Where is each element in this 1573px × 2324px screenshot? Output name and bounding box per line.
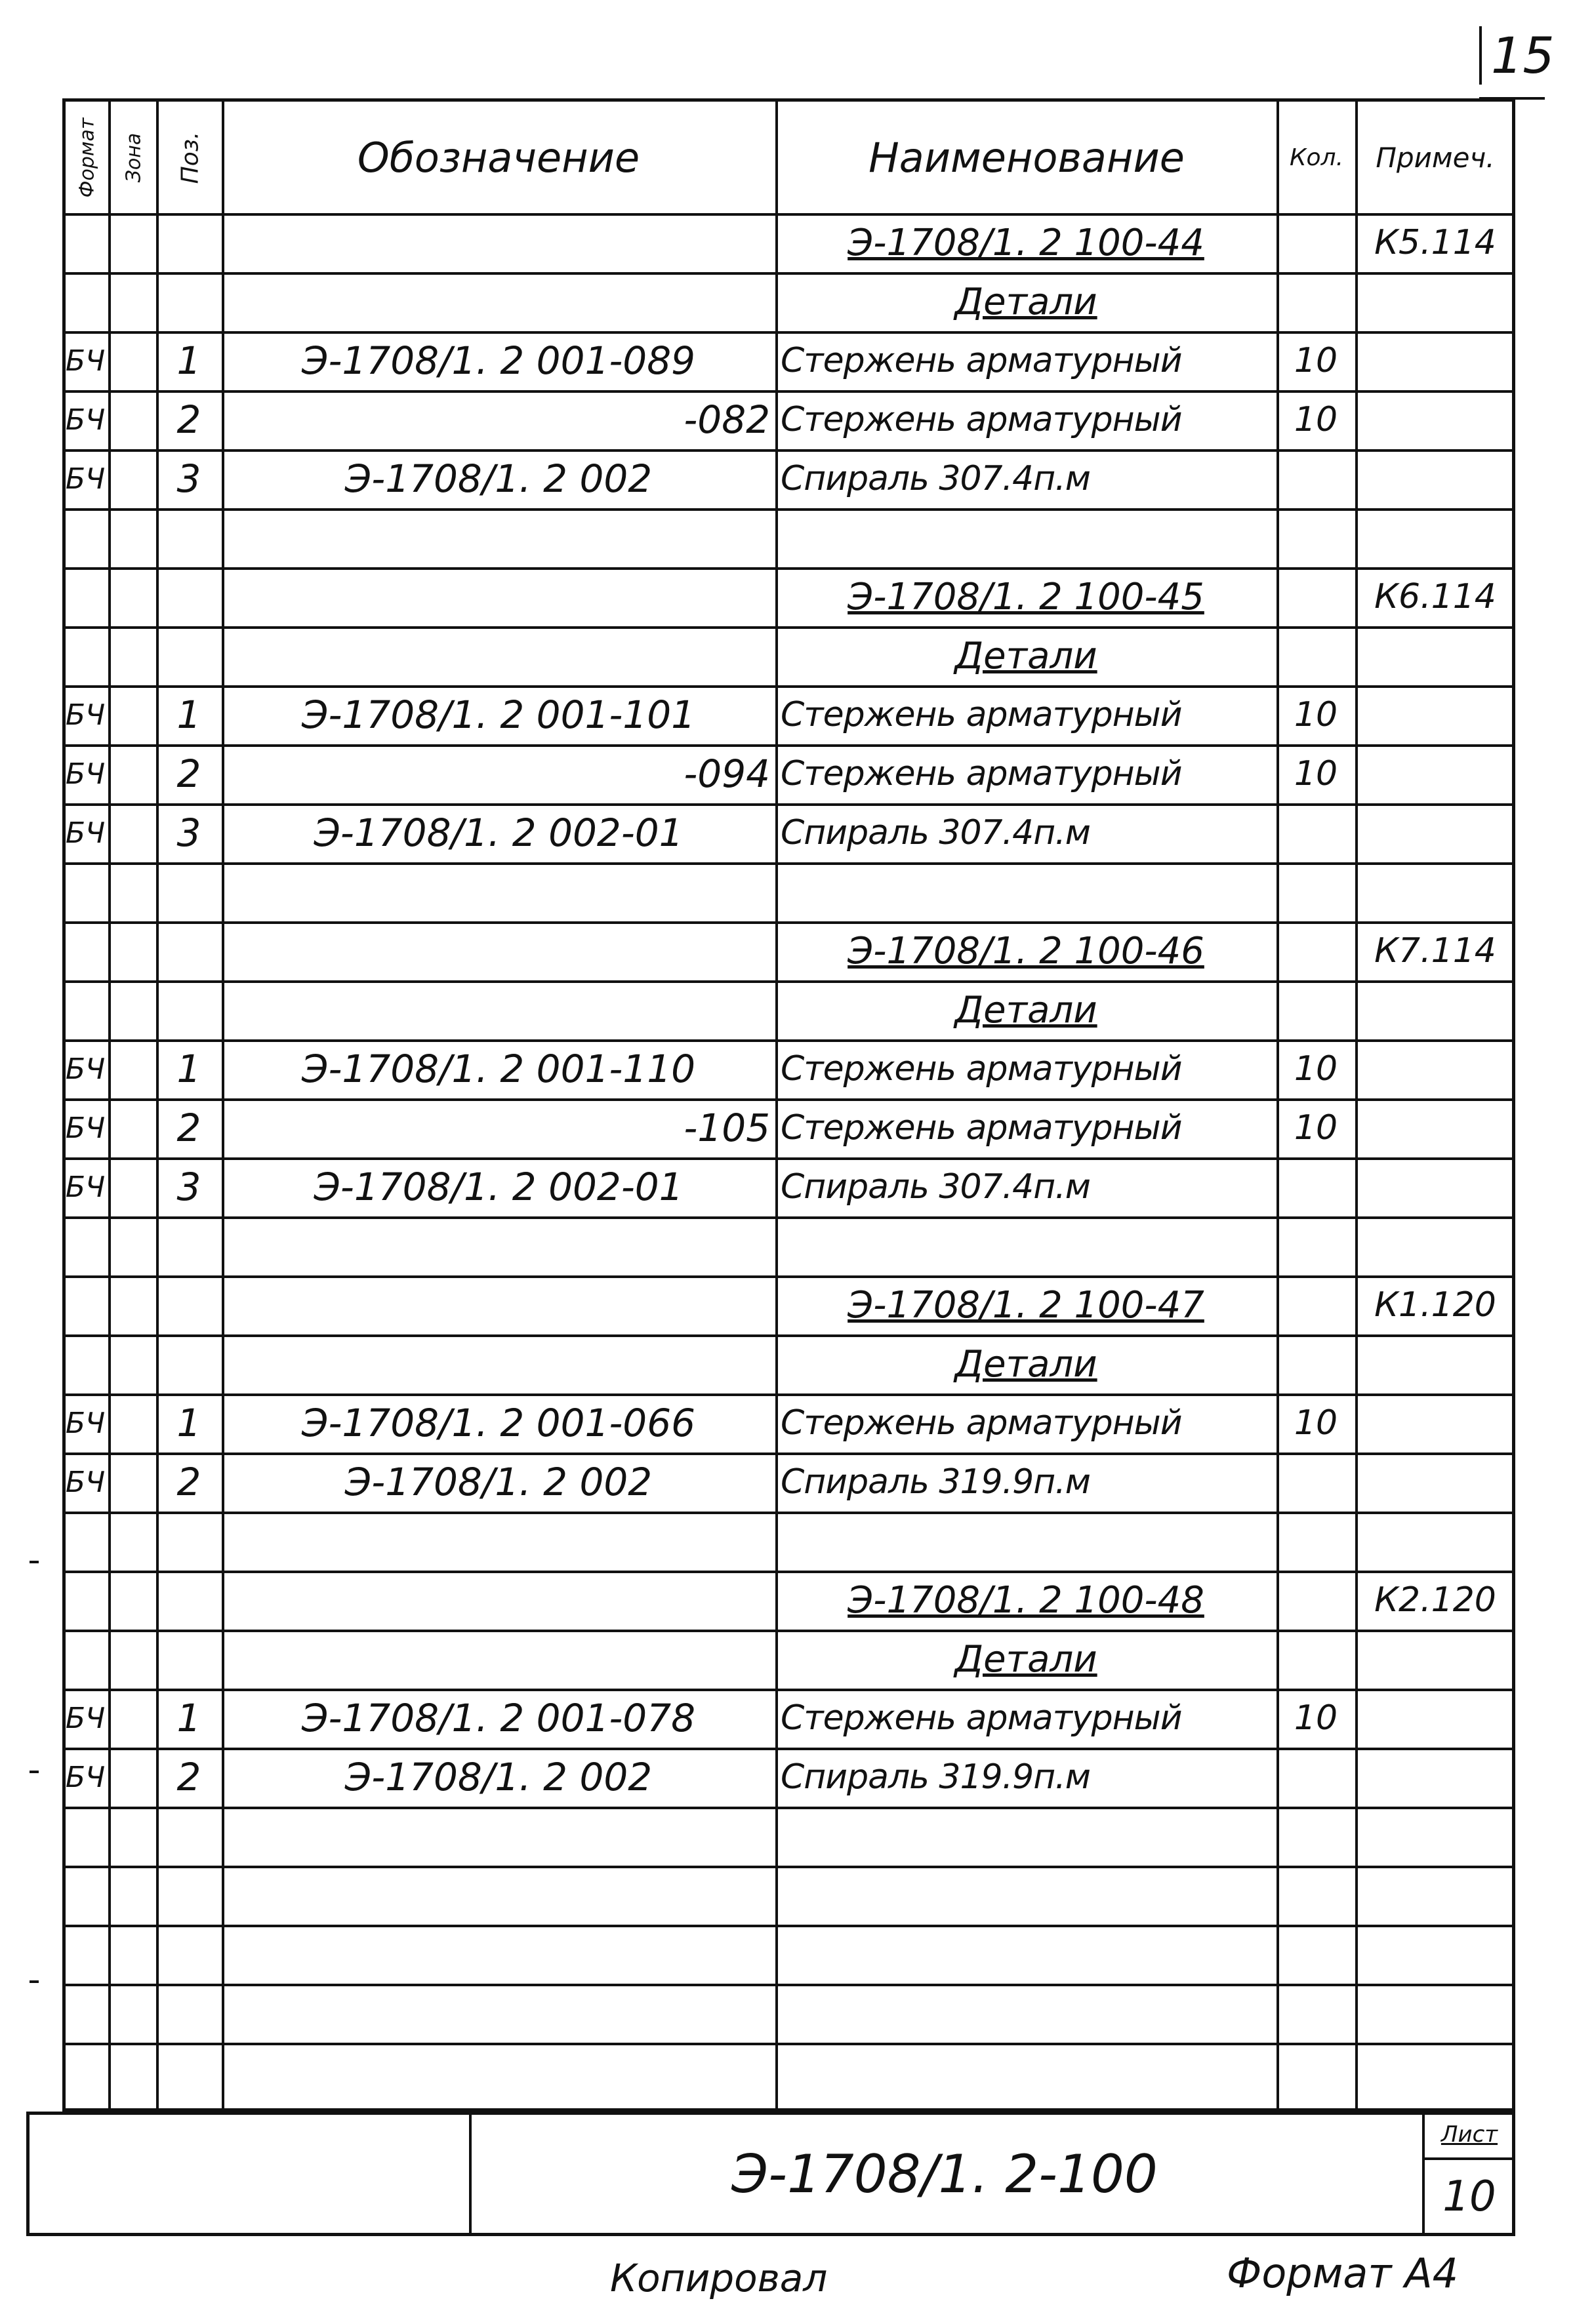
row-note <box>1360 1691 1510 1745</box>
row-designation: Э-1708/1. 2 001-066 <box>301 1401 696 1445</box>
row-format: БЧ <box>65 403 106 437</box>
row-position <box>161 1337 216 1391</box>
row-designation <box>227 1337 770 1391</box>
row-name: Спираль 319.9п.м <box>781 1757 1091 1797</box>
row-quantity <box>1282 1750 1350 1804</box>
row-position: 1 <box>176 1401 201 1445</box>
row-position: 3 <box>176 1165 201 1209</box>
row-note <box>1360 806 1510 860</box>
row-designation: Э-1708/1. 2 002 <box>344 1755 653 1799</box>
row-quantity: 10 <box>1294 1049 1338 1089</box>
row-designation <box>227 629 770 683</box>
row-format: БЧ <box>65 1052 106 1086</box>
row-designation <box>227 1986 770 2040</box>
row-quantity: 10 <box>1294 1108 1338 1148</box>
row-position: 1 <box>176 692 201 737</box>
row-format: БЧ <box>65 1760 106 1794</box>
row-name <box>781 1868 1271 1922</box>
row-name: Стержень арматурный <box>781 754 1182 793</box>
row-format: БЧ <box>65 462 106 496</box>
row-quantity <box>1282 806 1350 860</box>
row-format <box>68 1868 103 1922</box>
row-designation <box>227 1573 770 1627</box>
row-format <box>68 865 103 919</box>
row-format <box>68 511 103 565</box>
row-quantity: 10 <box>1294 400 1338 439</box>
margin-tick <box>30 1561 39 1563</box>
row-note <box>1360 1101 1510 1155</box>
row-designation: Э-1708/1. 2 001-078 <box>301 1696 696 1740</box>
row-designation <box>227 275 770 329</box>
row-designation <box>227 570 770 624</box>
row-note: К1.120 <box>1374 1285 1496 1325</box>
row-quantity <box>1282 1337 1350 1391</box>
row-position <box>161 1986 216 2040</box>
row-note <box>1360 393 1510 447</box>
row-position: 2 <box>176 1755 201 1799</box>
row-format <box>68 1986 103 2040</box>
row-format: БЧ <box>65 1170 106 1204</box>
row-format: БЧ <box>65 816 106 850</box>
row-note: К5.114 <box>1374 223 1496 262</box>
header-designation: Обозначение <box>357 133 640 182</box>
row-position <box>161 1632 216 1686</box>
row-designation <box>227 1219 770 1273</box>
row-quantity <box>1282 216 1350 270</box>
row-name <box>781 1986 1271 2040</box>
row-position <box>161 983 216 1037</box>
row-name: Детали <box>954 280 1097 323</box>
header-format: Формат <box>75 117 98 197</box>
row-quantity <box>1282 1455 1350 1509</box>
row-designation: Э-1708/1. 2 001-110 <box>301 1047 696 1091</box>
row-quantity: 10 <box>1294 754 1338 793</box>
row-note <box>1360 688 1510 742</box>
row-format <box>68 629 103 683</box>
row-format <box>68 1219 103 1273</box>
row-format <box>68 1278 103 1332</box>
row-note <box>1360 1986 1510 2040</box>
page-number: 15 <box>1479 26 1555 85</box>
row-note: К7.114 <box>1374 931 1496 971</box>
row-designation <box>227 511 770 565</box>
document-designation: Э-1708/1. 2-100 <box>731 2143 1158 2205</box>
row-position <box>161 275 216 329</box>
row-designation <box>227 983 770 1037</box>
sheet-number: 10 <box>1442 2173 1496 2221</box>
column-rule <box>1355 98 1358 2112</box>
row-position <box>161 1927 216 1981</box>
row-name: Детали <box>954 634 1097 677</box>
row-position <box>161 629 216 683</box>
row-designation: Э-1708/1. 2 002 <box>344 456 653 501</box>
row-note <box>1360 629 1510 683</box>
row-name: Спираль 307.4п.м <box>781 459 1091 498</box>
row-quantity <box>1282 924 1350 978</box>
row-format <box>68 1632 103 1686</box>
row-quantity <box>1282 1219 1350 1273</box>
row-name <box>781 1514 1271 1568</box>
row-format: БЧ <box>65 1701 106 1735</box>
title-block-divider <box>469 2112 472 2236</box>
row-quantity <box>1282 511 1350 565</box>
row-position <box>161 216 216 270</box>
row-note <box>1360 747 1510 801</box>
row-note <box>1360 1042 1510 1096</box>
row-designation: Э-1708/1. 2 001-089 <box>301 338 696 383</box>
row-note <box>1360 452 1510 506</box>
row-quantity <box>1282 1573 1350 1627</box>
column-rule <box>222 98 224 2112</box>
paper-format-label: Формат А4 <box>1227 2249 1459 2297</box>
row-quantity <box>1282 570 1350 624</box>
row-format <box>68 924 103 978</box>
row-quantity <box>1282 1986 1350 2040</box>
header-note: Примеч. <box>1376 141 1495 174</box>
row-designation <box>227 1868 770 1922</box>
row-quantity <box>1282 1278 1350 1332</box>
row-designation: -082 <box>684 397 770 442</box>
row-name: Детали <box>954 1342 1097 1386</box>
row-note <box>1360 334 1510 388</box>
row-name: Детали <box>954 988 1097 1032</box>
row-position <box>161 1809 216 1863</box>
row-note <box>1360 1219 1510 1273</box>
row-name: Э-1708/1. 2 100-44 <box>848 221 1204 264</box>
row-position <box>161 865 216 919</box>
row-format <box>68 275 103 329</box>
margin-tick <box>30 1980 39 1983</box>
row-designation: Э-1708/1. 2 002-01 <box>314 811 684 855</box>
row-designation: -105 <box>684 1106 770 1150</box>
row-quantity <box>1282 983 1350 1037</box>
row-quantity <box>1282 865 1350 919</box>
row-note <box>1360 1455 1510 1509</box>
row-position <box>161 511 216 565</box>
row-designation <box>227 216 770 270</box>
row-note <box>1360 1927 1510 1981</box>
row-quantity <box>1282 1632 1350 1686</box>
row-note <box>1360 1750 1510 1804</box>
row-note: К6.114 <box>1374 577 1496 616</box>
row-name <box>781 1809 1271 1863</box>
row-position: 1 <box>176 338 201 383</box>
row-format <box>68 1927 103 1981</box>
row-name: Э-1708/1. 2 100-46 <box>848 929 1204 972</box>
row-designation <box>227 1514 770 1568</box>
row-position: 2 <box>176 397 201 442</box>
row-name: Э-1708/1. 2 100-47 <box>848 1283 1204 1327</box>
row-name: Стержень арматурный <box>781 400 1182 439</box>
row-quantity <box>1282 452 1350 506</box>
row-position <box>161 1514 216 1568</box>
row-note <box>1360 1514 1510 1568</box>
row-format: БЧ <box>65 1111 106 1145</box>
row-designation <box>227 865 770 919</box>
row-format: БЧ <box>65 1465 106 1499</box>
row-format: БЧ <box>65 1406 106 1440</box>
row-note <box>1360 983 1510 1037</box>
row-name <box>781 511 1271 565</box>
row-note <box>1360 1868 1510 1922</box>
row-position <box>161 1219 216 1273</box>
row-note: К2.120 <box>1374 1580 1496 1620</box>
row-name: Спираль 319.9п.м <box>781 1462 1091 1502</box>
row-format <box>68 216 103 270</box>
row-name: Стержень арматурный <box>781 1108 1182 1148</box>
row-quantity: 10 <box>1294 341 1338 380</box>
row-format <box>68 1514 103 1568</box>
margin-tick <box>30 1771 39 1773</box>
column-rule <box>1277 98 1279 2112</box>
row-format: БЧ <box>65 344 106 378</box>
row-designation <box>227 924 770 978</box>
row-format <box>68 983 103 1037</box>
row-name: Стержень арматурный <box>781 1049 1182 1089</box>
row-quantity: 10 <box>1294 695 1338 734</box>
row-quantity <box>1282 1927 1350 1981</box>
row-format: БЧ <box>65 698 106 732</box>
row-format <box>68 1337 103 1391</box>
row-note <box>1360 275 1510 329</box>
row-note <box>1360 1396 1510 1450</box>
row-format <box>68 570 103 624</box>
row-position: 1 <box>176 1696 201 1740</box>
header-quantity: Кол. <box>1289 144 1344 171</box>
row-name: Спираль 307.4п.м <box>781 813 1091 852</box>
row-format <box>68 1573 103 1627</box>
row-note <box>1360 511 1510 565</box>
row-name: Спираль 307.4п.м <box>781 1167 1091 1207</box>
header-name: Наименование <box>868 133 1185 182</box>
row-position <box>161 924 216 978</box>
row-note <box>1360 865 1510 919</box>
row-quantity <box>1282 629 1350 683</box>
row-name <box>781 865 1271 919</box>
row-position <box>161 1573 216 1627</box>
column-rule <box>156 98 159 2112</box>
row-designation: -094 <box>684 751 770 796</box>
row-position: 2 <box>176 1460 201 1504</box>
row-name: Стержень арматурный <box>781 1403 1182 1443</box>
row-note <box>1360 1632 1510 1686</box>
row-position <box>161 1278 216 1332</box>
row-format: БЧ <box>65 757 106 791</box>
header-position: Поз. <box>176 131 203 184</box>
row-position <box>161 1868 216 1922</box>
row-designation <box>227 1278 770 1332</box>
row-quantity <box>1282 1160 1350 1214</box>
row-position: 3 <box>176 811 201 855</box>
row-designation: Э-1708/1. 2 001-101 <box>301 692 696 737</box>
row-position: 1 <box>176 1047 201 1091</box>
row-name: Стержень арматурный <box>781 695 1182 734</box>
row-designation: Э-1708/1. 2 002 <box>344 1460 653 1504</box>
header-zone: Зона <box>122 132 146 182</box>
row-quantity: 10 <box>1294 1698 1338 1738</box>
row-designation <box>227 1927 770 1981</box>
row-quantity <box>1282 1809 1350 1863</box>
column-rule <box>108 98 111 2112</box>
table-rule <box>62 2043 1515 2045</box>
row-name <box>781 1219 1271 1273</box>
row-quantity <box>1282 1868 1350 1922</box>
row-name: Стержень арматурный <box>781 1698 1182 1738</box>
row-note <box>1360 1337 1510 1391</box>
row-note <box>1360 1809 1510 1863</box>
row-quantity: 10 <box>1294 1403 1338 1443</box>
row-designation <box>227 1809 770 1863</box>
row-note <box>1360 1160 1510 1214</box>
row-name: Э-1708/1. 2 100-48 <box>848 1578 1204 1622</box>
row-name: Э-1708/1. 2 100-45 <box>848 575 1204 618</box>
sheet-label: Лист <box>1440 2121 1498 2148</box>
row-name: Детали <box>954 1637 1097 1681</box>
copied-by-label: Копировал <box>610 2256 828 2300</box>
row-position <box>161 570 216 624</box>
row-position: 3 <box>176 456 201 501</box>
row-quantity <box>1282 1514 1350 1568</box>
row-position: 2 <box>176 751 201 796</box>
row-name: Стержень арматурный <box>781 341 1182 380</box>
row-designation <box>227 1632 770 1686</box>
row-designation: Э-1708/1. 2 002-01 <box>314 1165 684 1209</box>
row-format <box>68 1809 103 1863</box>
row-name <box>781 1927 1271 1981</box>
row-quantity <box>1282 275 1350 329</box>
row-position: 2 <box>176 1106 201 1150</box>
